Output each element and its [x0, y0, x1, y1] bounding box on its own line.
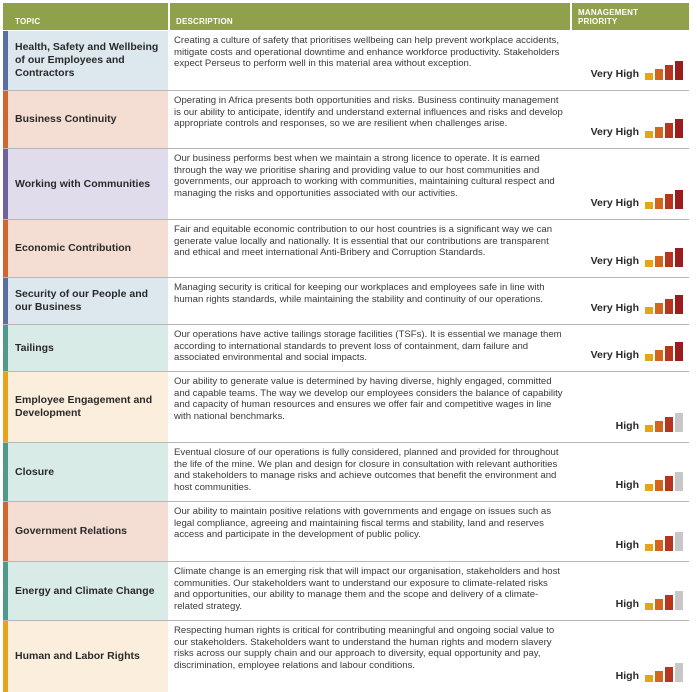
topic-label: Economic Contribution [15, 242, 132, 254]
priority-cell [570, 91, 689, 148]
priority-bar [675, 413, 683, 432]
topic-cell [3, 502, 168, 561]
priority-bar [665, 252, 673, 267]
priority-cell [570, 325, 689, 371]
topic-accent-bar [3, 278, 8, 324]
priority-bar [645, 202, 653, 209]
priority-bar [655, 671, 663, 682]
topic-cell [3, 325, 168, 371]
priority-bar [665, 346, 673, 361]
topic-accent-bar [3, 220, 8, 277]
header-priority-line2: PRIORITY [578, 17, 618, 26]
priority-label: High [615, 420, 639, 432]
topic-accent-bar [3, 621, 8, 692]
table-row [3, 372, 689, 443]
priority-bar [675, 342, 683, 361]
topic-label: Tailings [15, 341, 54, 354]
topic-accent-bar [3, 562, 8, 620]
priority-bar [655, 198, 663, 209]
header-topic: TOPIC [15, 17, 41, 26]
priority-bar [655, 127, 663, 138]
topic-cell [3, 562, 168, 620]
priority-bars-icon [643, 414, 683, 432]
topic-accent-bar [3, 372, 8, 442]
topic-cell [3, 621, 168, 692]
priority-bar [675, 119, 683, 138]
header-priority-line1: MANAGEMENT [578, 8, 639, 17]
topic-label: Security of our People and our Business [15, 288, 149, 313]
priority-bar [645, 354, 653, 361]
description-cell: Managing security is critical for keeping our workplaces and employees safe in line with human rights standards, while maintaining the stability and continuity of our operations. [174, 282, 545, 305]
priority-bar [665, 536, 673, 551]
topic-cell [3, 31, 168, 90]
priority-bar [655, 256, 663, 267]
priority-bar [675, 295, 683, 314]
topic-accent-bar [3, 443, 8, 501]
priority-label: Very High [590, 302, 639, 314]
description-cell: Eventual closure of our operations is fully considered, planned and provided for throughout the life of the mine. We plan and design for closure in consultation with relevant authorities and stakeholders to manage risks and achieve outcomes that benefit the environment and host communities. [174, 447, 559, 493]
priority-bars-icon [643, 592, 683, 610]
priority-bars-icon [643, 249, 683, 267]
topic-accent-bar [3, 325, 8, 371]
topic-cell [3, 278, 168, 324]
priority-bar [655, 599, 663, 610]
topic-accent-bar [3, 91, 8, 148]
topic-label: Energy and Climate Change [15, 584, 155, 597]
table-row [3, 31, 689, 91]
priority-label: High [615, 598, 639, 610]
priority-bar [645, 544, 653, 551]
priority-bar [645, 307, 653, 314]
priority-label: Very High [590, 349, 639, 361]
priority-bar [655, 480, 663, 491]
priority-cell [570, 278, 689, 324]
priority-bars-icon [643, 191, 683, 209]
priority-bar [645, 73, 653, 80]
priority-bar [655, 540, 663, 551]
priority-bar [665, 194, 673, 209]
priority-bars-icon [643, 120, 683, 138]
table-row [3, 220, 689, 278]
topic-cell [3, 91, 168, 148]
topic-label: Health, Safety and Wellbeing of our Employees and Contractors [15, 41, 159, 79]
priority-bars-icon [643, 343, 683, 361]
table-row [3, 149, 689, 220]
priority-cell [570, 372, 689, 442]
priority-bar [675, 61, 683, 80]
priority-bar [675, 532, 683, 551]
table-row [3, 502, 689, 562]
priority-bar [645, 131, 653, 138]
topic-cell [3, 443, 168, 501]
priority-bar [675, 248, 683, 267]
table-row [3, 278, 689, 325]
description-cell: Creating a culture of safety that prioritises wellbeing can help prevent workplace accidents, mitigate costs and operational downtime and enhance workforce productivity. Stakeholders expect Perseus to perform well in this material area without exception. [174, 35, 560, 70]
table-row [3, 562, 689, 621]
priority-cell [570, 220, 689, 277]
description-cell: Our business performs best when we maintain a strong licence to operate. It is earned through the way we prioritise sharing and providing value to our host communities and governments, our approach to working with communities, maintaining cultural respect and managing the risks and opportunities associated with our activities. [174, 153, 555, 199]
priority-bar [645, 260, 653, 267]
description-cell: Climate change is an emerging risk that will impact our organisation, stakeholders and host communities. Our stakeholders want to understand our exposure to climate-related risks and opportunities, our ability to manage them and the scope and delivery of a climate-related strategy. [174, 566, 561, 612]
priority-bar [665, 667, 673, 682]
priority-cell [570, 149, 689, 219]
priority-bars-icon [643, 473, 683, 491]
topic-label: Human and Labor Rights [15, 650, 140, 662]
header-description: DESCRIPTION [168, 3, 570, 30]
topic-accent-bar [3, 149, 8, 219]
topic-label: Business Continuity [15, 113, 117, 125]
priority-cell [570, 502, 689, 561]
priority-bar [645, 484, 653, 491]
priority-bar [665, 417, 673, 432]
priority-cell [570, 621, 689, 692]
topic-label: Government Relations [15, 525, 128, 537]
priority-label: Very High [590, 68, 639, 80]
table-row [3, 91, 689, 149]
description-cell: Our operations have active tailings storage facilities (TSFs). It is essential we manage them according to international standards to prevent loss of containment, dam failure and associated environmental and social impacts. [174, 329, 562, 364]
priority-bars-icon [643, 664, 683, 682]
priority-bar [655, 421, 663, 432]
table-row [3, 443, 689, 502]
header-priority [570, 3, 689, 30]
priority-label: High [615, 539, 639, 551]
priority-bar [665, 123, 673, 138]
priority-bar [665, 299, 673, 314]
topic-label: Closure [15, 465, 55, 478]
priority-bar [645, 675, 653, 682]
topic-label: Working with Communities [15, 177, 151, 190]
description-cell: Respecting human rights is critical for contributing meaningful and ongoing social value to our stakeholders. Stakeholders want to understand the human rights and modern slavery risks across our supply chain and our approach to diversity, equal opportunity and pay, discrimination, employee relations and labour conditions. [174, 625, 555, 671]
description-cell: Fair and equitable economic contribution to our host countries is a significant way we can generate value locally and nationally. It is essential that our contributions are transparent and ethical and meet international Anti-Bribery and Corruption Standards. [174, 224, 553, 259]
topic-accent-bar [3, 502, 8, 561]
priority-bar [675, 190, 683, 209]
topic-cell [3, 372, 168, 442]
priority-cell [570, 443, 689, 501]
priority-bars-icon [643, 296, 683, 314]
priority-cell [570, 562, 689, 620]
table-header [3, 3, 689, 30]
priority-label: High [615, 670, 639, 682]
topic-cell [3, 220, 168, 277]
priority-label: Very High [590, 126, 639, 138]
description-cell: Our ability to generate value is determined by having diverse, highly engaged, committed and capable teams. The way we develop our employees considers the balance of capability and capacity of human resources and ensures we offer fair and competitive wages in line with national benchmarks. [174, 376, 563, 422]
table-row [3, 621, 689, 692]
priority-bar [675, 591, 683, 610]
priority-label: Very High [590, 197, 639, 209]
priority-label: Very High [590, 255, 639, 267]
priority-bar [665, 595, 673, 610]
priority-bars-icon [643, 533, 683, 551]
priority-cell [570, 31, 689, 90]
priority-bar [665, 476, 673, 491]
description-cell: Our ability to maintain positive relations with governments and engage on issues such as legal compliance, agreeing and maintaining fiscal terms and stability, land and reserves access and participate in the development of public policy. [174, 506, 552, 541]
priority-bar [645, 603, 653, 610]
priority-bar [655, 303, 663, 314]
priority-bar [665, 65, 673, 80]
priority-bars-icon [643, 62, 683, 80]
topic-cell [3, 149, 168, 219]
priority-bar [655, 350, 663, 361]
topic-accent-bar [3, 31, 8, 90]
priority-bar [645, 425, 653, 432]
table-row [3, 325, 689, 372]
topic-label: Employee Engagement and Development [15, 394, 153, 419]
priority-bar [675, 663, 683, 682]
priority-bar [675, 472, 683, 491]
description-cell: Operating in Africa presents both opportunities and risks. Business continuity management is our ability to anticipate, identify and understand external influences and risks and develop appropriate controls and responses, so we are resilient when challenges arise. [174, 95, 563, 130]
priority-label: High [615, 479, 639, 491]
priority-bar [655, 69, 663, 80]
